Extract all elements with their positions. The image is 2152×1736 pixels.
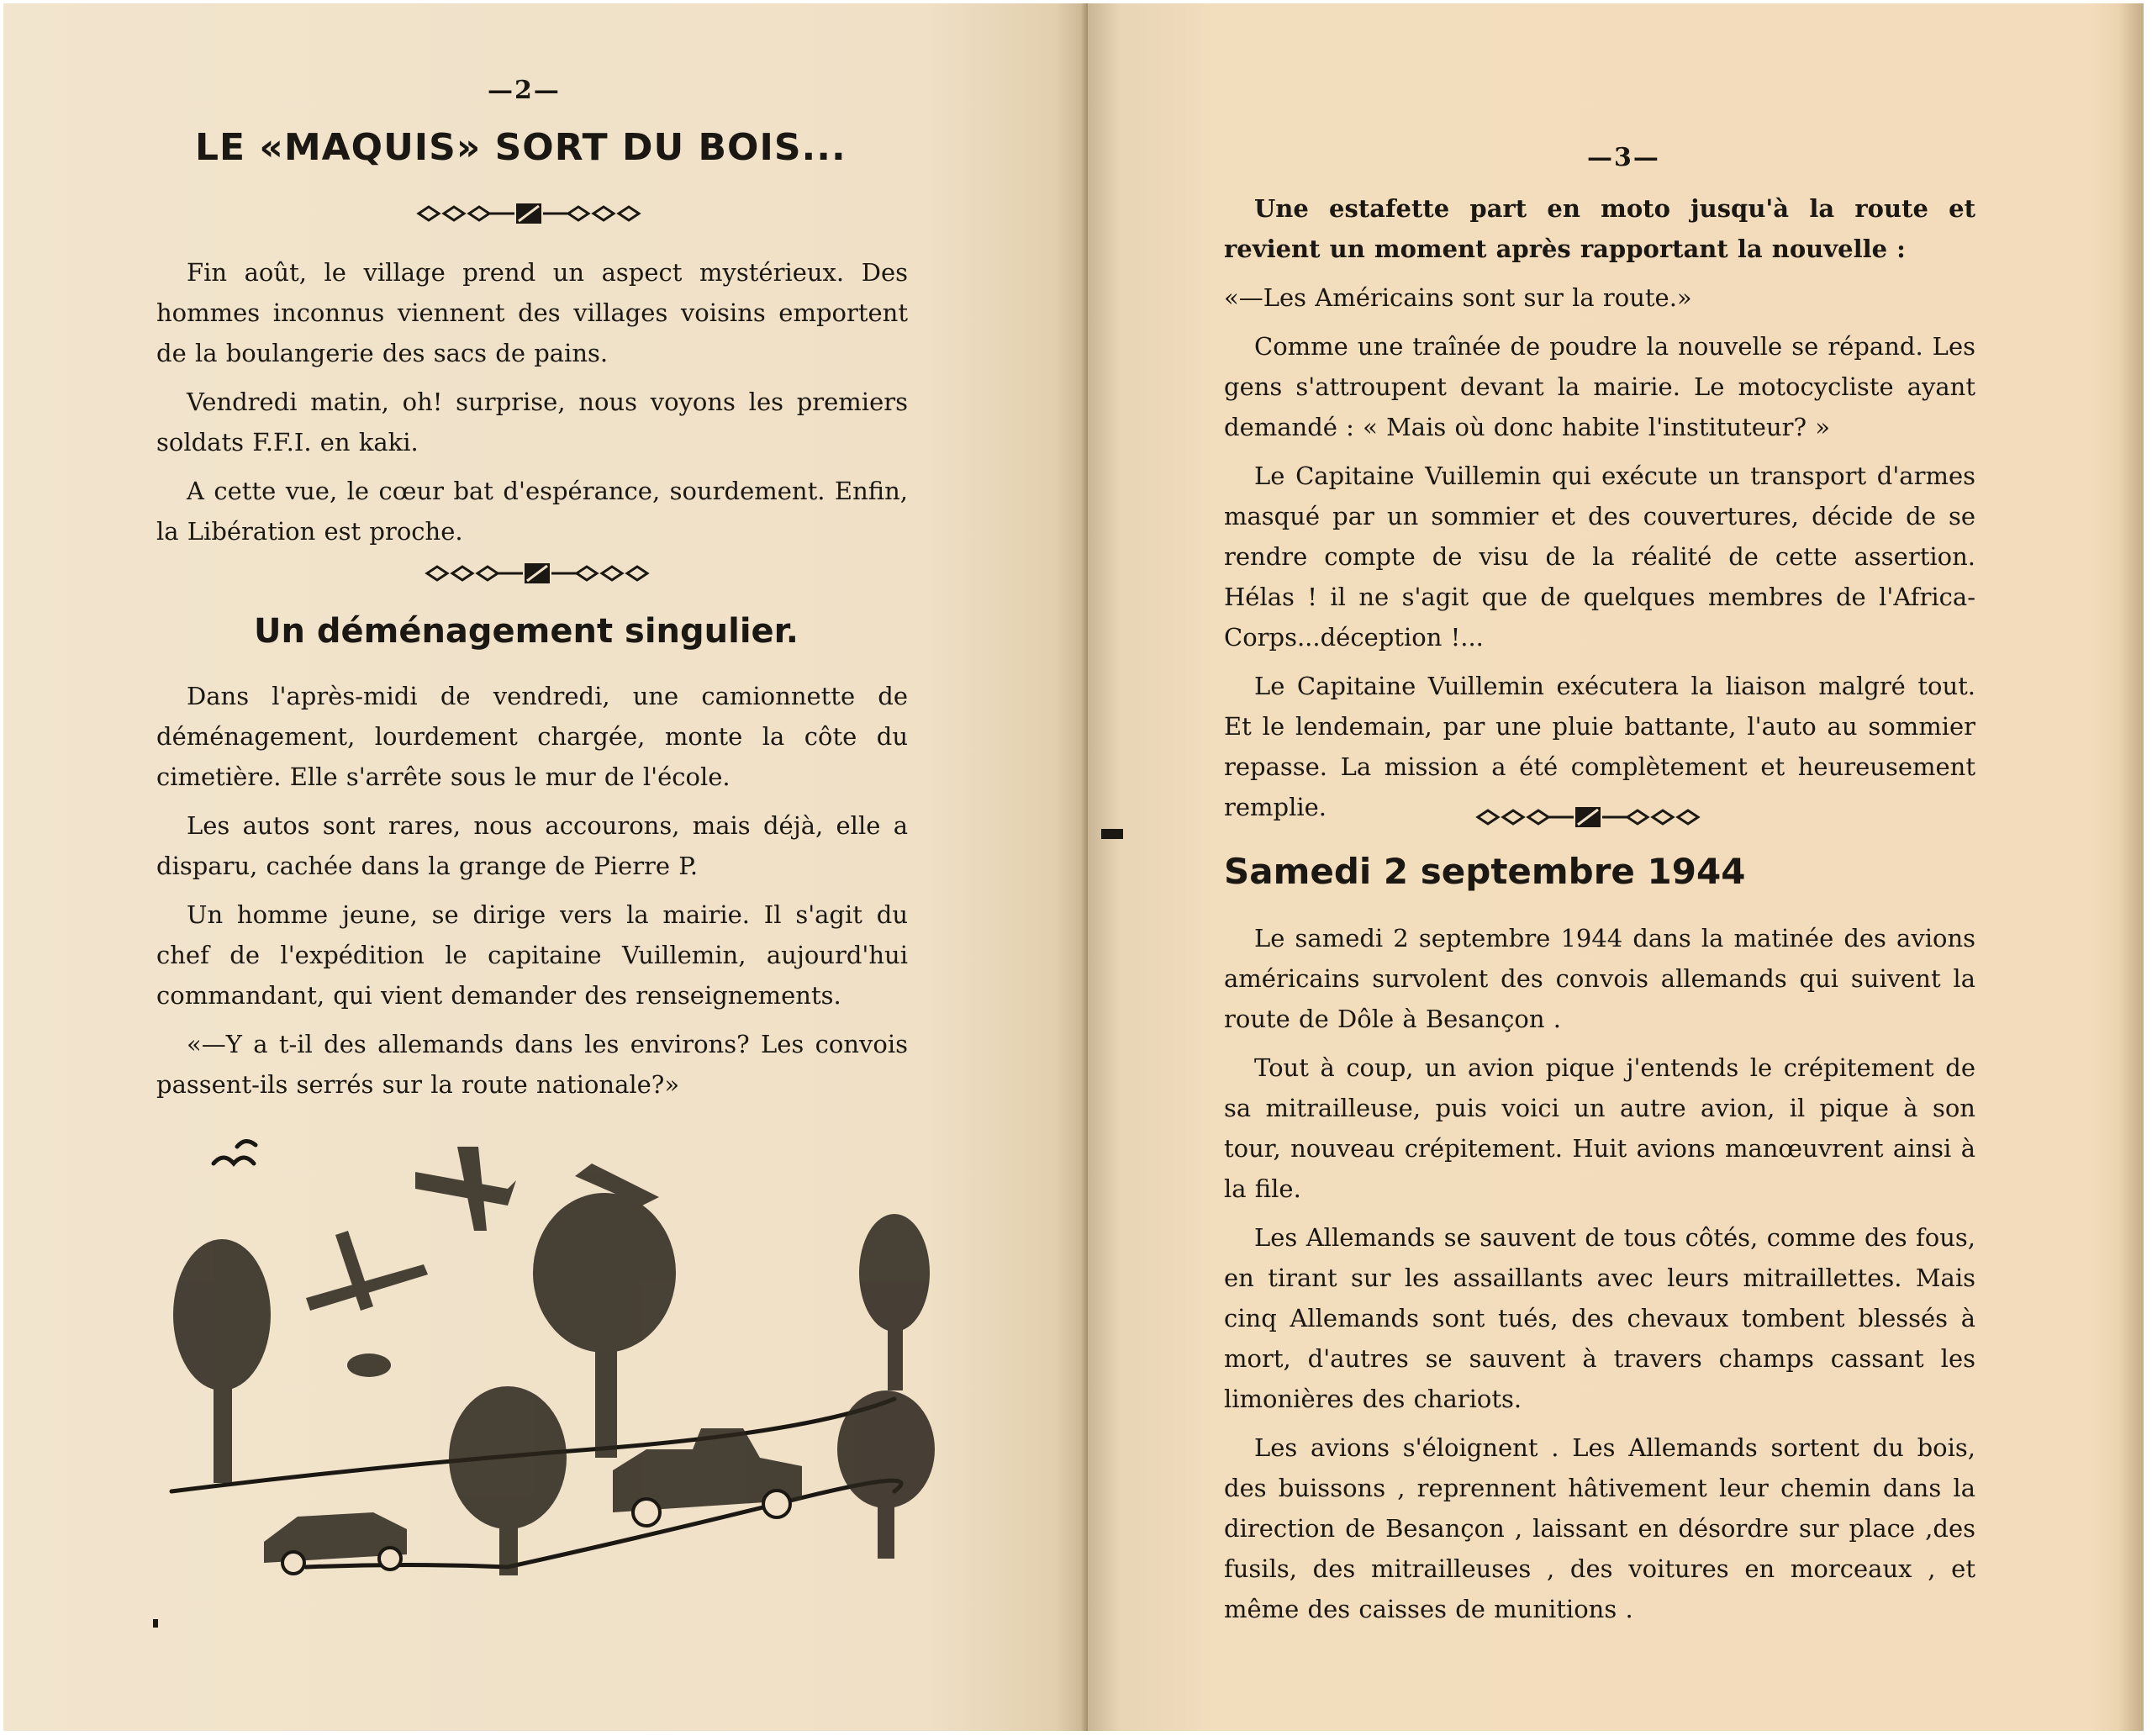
paragraph: Comme une traînée de poudre la nouvelle se répand. Les gens s'attroupent devant la mairie. Le motocycliste ayant demandé : « Mais où donc habite l'instituteur? » <box>1224 332 1975 441</box>
ink-speck <box>1101 829 1123 839</box>
paragraph: Les autos sont rares, nous accourons, mais déjà, elle a disparu, cachée dans la grange de Pierre P. <box>156 811 908 880</box>
page-edge-shadow <box>2118 3 2144 1731</box>
section-demenagement <box>156 676 908 1113</box>
page-number: —3— <box>1587 143 1660 172</box>
paragraph: Fin août, le village prend un aspect mystérieux. Des hommes inconnus viennent des villages voisins emportent de la boulangerie des sacs de pains. <box>156 258 908 367</box>
paragraph: Le Capitaine Vuillemin exécutera la liaison malgré tout. Et le lendemain, par une pluie battante, l'auto au sommier repasse. La mission a été complètement et heureusement remplie. <box>1224 672 1975 821</box>
paragraph: Les avions s'éloignent . Les Allemands sortent du bois, des buissons , reprennent hâtivement leur chemin dans la direction de Besançon , laissant en désordre sur place ,des fusils, des mitrailleuses , des voitures en morceaux , et même des caisses de munitions . <box>1224 1433 1975 1623</box>
ink-speck <box>153 1619 158 1628</box>
paragraph: Vendredi matin, oh! surprise, nous voyons les premiers soldats F.F.I. en kaki. <box>156 388 908 456</box>
ornament-divider <box>1474 807 1701 827</box>
woodcut-illustration <box>155 1096 945 1601</box>
paragraph: Dans l'après-midi de vendredi, une camionnette de déménagement, lourdement chargée, monte la côte du cimetière. Elle s'arrête sous le mur de l'école. <box>156 682 908 791</box>
left-page <box>3 3 1088 1731</box>
paragraph: Un homme jeune, se dirige vers la mairie. Il s'agit du chef de l'expédition le capitaine Vuillemin, aujourd'hui commandant, qui vient demander des renseignements. <box>156 900 908 1010</box>
paragraph: Une estafette part en moto jusqu'à la route et revient un moment après rapportant la nouvelle : <box>1224 194 1975 263</box>
section-heading: Samedi 2 septembre 1944 <box>1224 851 1746 892</box>
paragraph: A cette vue, le cœur bat d'espérance, sourdement. Enfin, la Libération est proche. <box>156 477 908 546</box>
ornament-divider <box>415 203 642 224</box>
paragraph: Le samedi 2 septembre 1944 dans la matinée des avions américains survolent des convois allemands qui suivent la route de Dôle à Besançon . <box>1224 924 1975 1033</box>
section-maquis <box>156 252 908 560</box>
section-estafette <box>1224 188 1975 836</box>
section-samedi <box>1224 918 1975 1638</box>
booklet-spread <box>3 3 2144 1731</box>
page-number: —2— <box>488 76 561 105</box>
right-page <box>1088 3 2144 1731</box>
page-title: LE «MAQUIS» SORT DU BOIS... <box>195 126 847 169</box>
ornament-divider <box>424 563 651 583</box>
section-heading: Un déménagement singulier. <box>254 612 799 651</box>
paragraph: Les Allemands se sauvent de tous côtés, comme des fous, en tirant sur les assaillants avec leurs mitraillettes. Mais cinq Allemands sont tués, des chevaux tombent blessés à mort, d'autres se sauvent à travers champs cassant les limonières des chariots. <box>1224 1223 1975 1413</box>
paragraph: Le Capitaine Vuillemin qui exécute un transport d'armes masqué par un sommier et des couvertures, décide de se rendre compte de visu de la réalité de cette assertion. Hélas ! il ne s'agit que de quelques membres de l'Africa-Corps...déception !... <box>1224 462 1975 652</box>
paragraph: Tout à coup, un avion pique j'entends le crépitement de sa mitrailleuse, puis voici un autre avion, il pique à son tour, nouveau crépitement. Huit avions manœuvrent ainsi à la file. <box>1224 1053 1975 1203</box>
paragraph: «—Y a t-il des allemands dans les environs? Les convois passent-ils serrés sur la route nationale?» <box>156 1030 908 1099</box>
paragraph: «—Les Américains sont sur la route.» <box>1224 283 1692 312</box>
